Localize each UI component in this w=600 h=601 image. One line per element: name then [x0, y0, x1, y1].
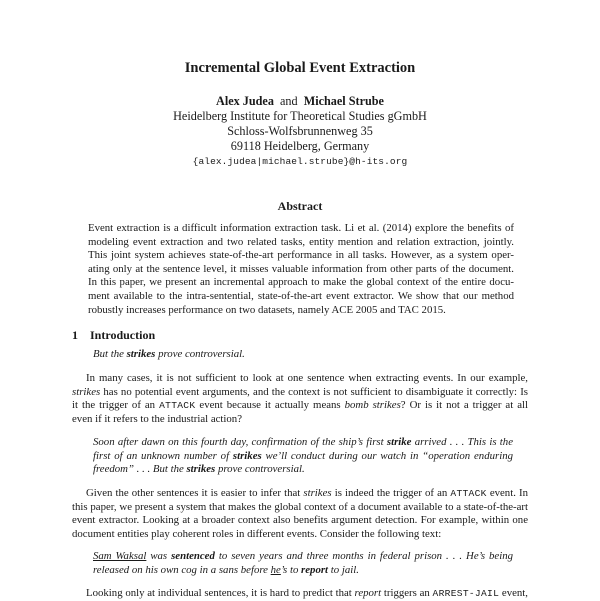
event-type-label: ATTACK — [159, 400, 196, 412]
author-2: Michael Strube — [303, 94, 384, 108]
author-names — [0, 94, 600, 109]
section-heading — [72, 328, 155, 343]
author-email: {alex.judea|michael.strube}@h-its.org — [192, 156, 408, 167]
abstract-line: modeling event extraction and two related tasks, entity mention and relation extraction, jointly. — [88, 235, 514, 248]
abstract-line: In this paper, we present an incremental approach to make the global context of the entire docu- — [88, 276, 514, 289]
example-sentence: But the strikes prove controversial. — [93, 348, 245, 360]
author-1: Alex Judea — [216, 94, 274, 108]
address-street: Schloss-Wolfsbrunnenweg 35 — [227, 124, 373, 138]
section-title: Introduction — [90, 328, 156, 342]
paper-title: Incremental Global Event Extraction — [184, 60, 416, 76]
example-quote-2: Sam Waksal was sentenced to seven years and three months in federal prison . . . He’s being released on his own cog in a sans before he’s to report to jail. — [93, 550, 513, 576]
abstract-line: robustly increases performance on two datasets, namely ACE 2005 and TAC 2015. — [88, 303, 446, 316]
affiliation: Heidelberg Institute for Theoretical Studies gGmbH — [173, 109, 427, 123]
intro-paragraph-2: Given the other sentences it is easier to infer that strikes is indeed the trigger of an ATTACK event. In this paper, we present a system that makes the global context of a document available to a state-of-the-art event extractor. Looking at a broader context also benefits argument detection. For example, within one document entities play coherent roles in different events. Consider the following text: — [72, 487, 528, 540]
address-city: 69118 Heidelberg, Germany — [230, 139, 370, 153]
trigger-word: strikes — [126, 348, 156, 360]
intro-paragraph-3: Looking only at individual sentences, it is hard to predict that report triggers an ARREST-JAIL event, — [86, 587, 528, 599]
section-number: 1 — [72, 328, 78, 342]
example-quote-1: Soon after dawn on this fourth day, confirmation of the ship’s first strike arrived . . . This is the first of an unknown number of strikes we’ll conduct during our watch in “operation enduring freedom” . . . But the strikes prove controversial. — [93, 436, 513, 476]
abstract-heading: Abstract — [277, 199, 323, 213]
abstract-line: ment available to the intra-sentential, state-of-the-art event extractor. We show that our method — [88, 289, 514, 302]
author-block — [0, 94, 600, 169]
abstract-body — [88, 222, 514, 317]
abstract-line: Event extraction is a difficult information extraction task. Li et al. (2014) explore the benefits of — [88, 222, 514, 234]
abstract-line: ating only at the sentence level, it misses valuable information from other parts of the document. — [88, 262, 514, 275]
event-type-label: ARREST-JAIL — [432, 588, 500, 599]
event-type-label: ATTACK — [450, 488, 487, 499]
abstract-line: This joint system achieves state-of-the-art performance in all tasks. However, as a system oper- — [88, 249, 514, 262]
intro-paragraph-1: In many cases, it is not sufficient to look at one sentence when extracting events. In our example, strikes has no potential event arguments, and the context is not sufficient to disambiguate it correctly: Is it the trigger of an ATTACK event because it actually means bomb strikes? Or is it not a trigger at all even if it refers to the industrial action? — [72, 372, 528, 425]
author-conjunction: and — [280, 94, 298, 108]
